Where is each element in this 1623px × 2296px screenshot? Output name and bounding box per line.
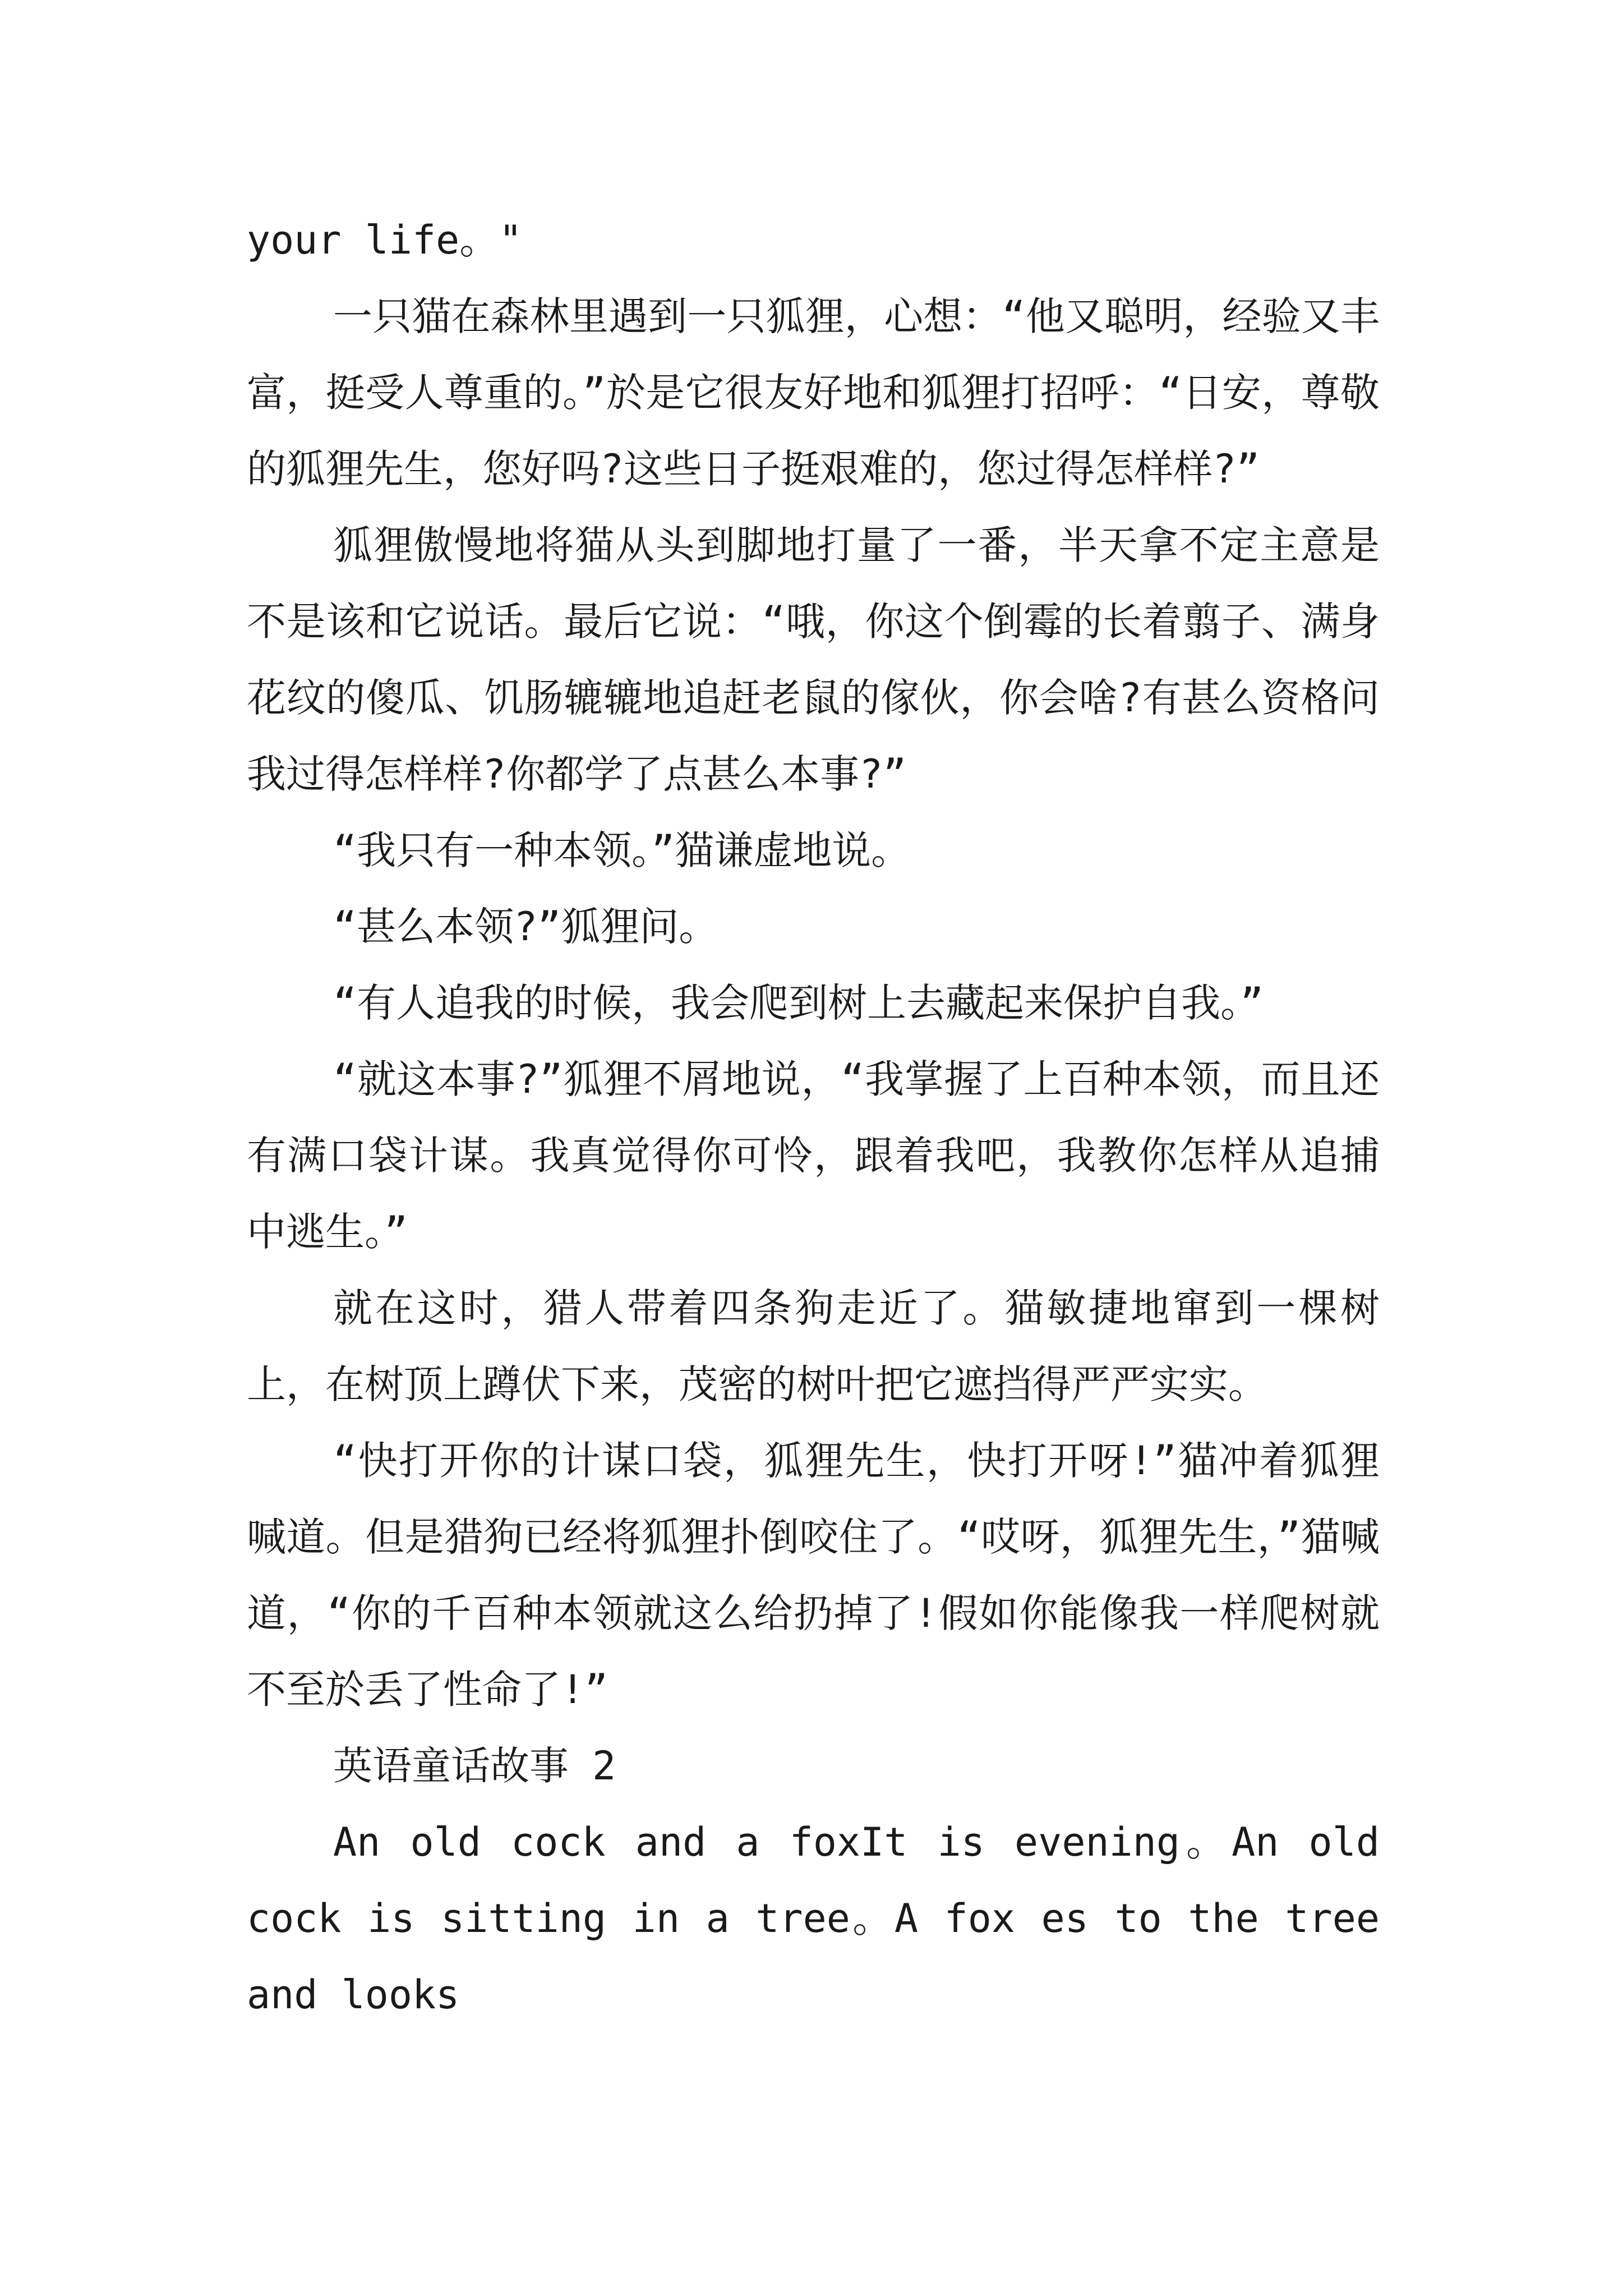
paragraph: An old cock and a foxIt is evening。An old cock is sitting in a tree。A fox es to the tree and looks bbox=[247, 1819, 1404, 2018]
paragraph: 一只猫在森林里遇到一只狐狸，心想：“他又聪明，经验又丰富，挺受人尊重的。”於是它很友好地和狐狸打招呼：“日安，尊敬的狐狸先生，您好吗?这些日子挺艰难的，您过得怎样样?” bbox=[247, 293, 1380, 492]
paragraph: “甚么本领?”狐狸问。 bbox=[333, 904, 718, 950]
paragraph: “我只有一种本领。”猫谦虚地说。 bbox=[333, 827, 911, 873]
paragraph: 就在这时，猎人带着四条狗走近了。猫敏捷地窜到一棵树上，在树顶上蹲伏下来，茂密的树叶把它遮挡得严严实实。 bbox=[247, 1285, 1380, 1407]
paragraph: your life。" bbox=[247, 217, 523, 263]
section-heading: 英语童话故事 2 bbox=[333, 1743, 616, 1789]
document-body bbox=[247, 202, 1404, 2033]
paragraph: 狐狸傲慢地将猫从头到脚地打量了一番，半天拿不定主意是不是该和它说话。最后它说：“哦，你这个倒霉的长着翦子、满身花纹的傻瓜、饥肠辘辘地追赶老鼠的傢伙，你会啥?有甚么资格问我过得怎样样?你都学了点甚么本事?” bbox=[247, 522, 1380, 797]
paragraph: “快打开你的计谋口袋，狐狸先生，快打开呀!”猫冲着狐狸喊道。但是猎狗已经将狐狸扑倒咬住了。“哎呀，狐狸先生，”猫喊道，“你的千百种本领就这么给扔掉了!假如你能像我一样爬树就不至於丢了性命了!” bbox=[247, 1438, 1380, 1713]
paragraph: “就这本事?”狐狸不屑地说，“我掌握了上百种本领，而且还有满口袋计谋。我真觉得你可怜，跟着我吧，我教你怎样从追捕中逃生。” bbox=[247, 1056, 1380, 1255]
paragraph: “有人追我的时候，我会爬到树上去藏起来保护自我。” bbox=[333, 980, 1264, 1026]
